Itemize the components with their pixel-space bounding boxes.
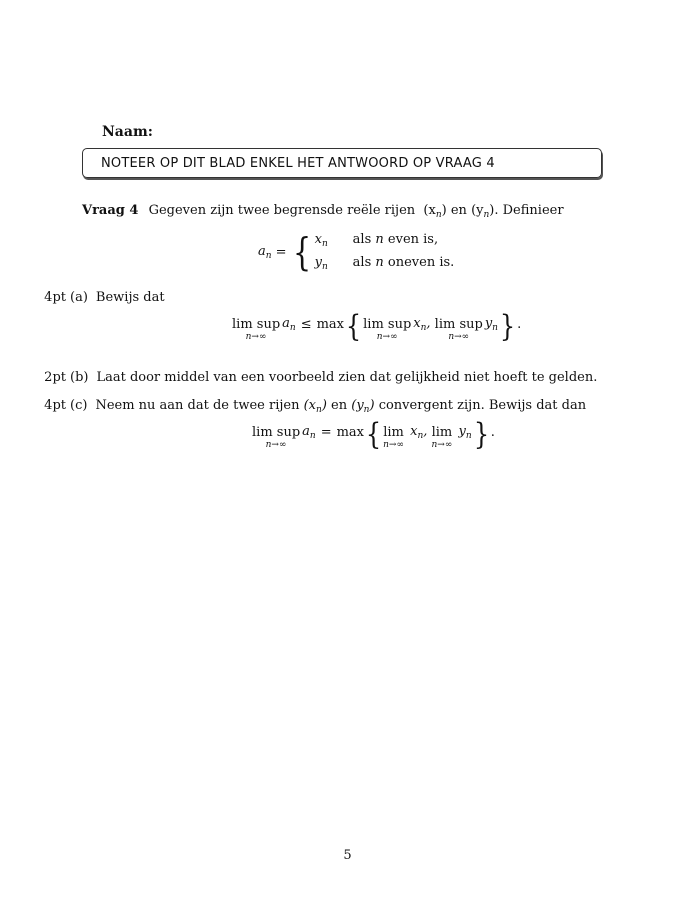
- part-a-label: (a): [70, 290, 88, 305]
- lim-term-x: $x_n$,: [405, 423, 432, 441]
- page-number: 5: [343, 848, 352, 863]
- term-c: $a_n$: [302, 423, 316, 441]
- term-y: $y_n$: [484, 315, 498, 333]
- case1-condition: als n even is,: [352, 232, 439, 247]
- definition-equation: [258, 232, 454, 272]
- limsup-y: lim sup n→∞: [434, 317, 483, 342]
- equation-a: [232, 309, 522, 344]
- part-c-seq-x: $(x_n)$: [303, 398, 327, 415]
- instruction-box: [82, 148, 602, 178]
- part-a-points: 4pt: [44, 290, 66, 305]
- def-lhs: $a_n$: [258, 243, 272, 261]
- part-c: [36, 398, 586, 415]
- max-c: max: [336, 424, 365, 440]
- part-c-text-a: Neem nu aan dat de twee rijen: [95, 398, 300, 413]
- part-c-label: (c): [70, 398, 88, 413]
- part-a: [36, 290, 165, 305]
- left-brace-a: {: [345, 309, 362, 344]
- def-equals: =: [275, 244, 287, 260]
- case1-term: $x_n$: [314, 232, 328, 249]
- seq-x: $(x_n)$: [423, 203, 447, 220]
- part-c-and: en: [331, 398, 348, 413]
- name-label: Naam:: [102, 124, 153, 140]
- case2-term: $y_n$: [314, 255, 328, 272]
- part-b-text: Laat door middel van een voorbeeld zien dat gelijkheid niet hoeft te gelden.: [96, 370, 598, 385]
- question-intro: [82, 203, 564, 220]
- max-a: max: [316, 316, 345, 332]
- limsup-x: lim sup n→∞: [363, 317, 412, 342]
- case2-condition: als n oneven is.: [352, 255, 455, 270]
- part-c-seq-y: $(y_n)$: [351, 398, 375, 415]
- question-label: Vraag 4: [82, 203, 139, 218]
- seq-y: $(y_n)$: [471, 203, 495, 220]
- left-brace-c: {: [365, 417, 382, 452]
- intro-end: . Definieer: [494, 203, 564, 218]
- right-brace-a: }: [499, 309, 516, 344]
- cases-brace: {: [293, 230, 312, 274]
- eq-sign-c: =: [320, 424, 332, 440]
- limsup-a: lim sup n→∞: [232, 317, 281, 342]
- part-a-text: Bewijs dat: [95, 290, 165, 305]
- intro-text: Gegeven zijn twee begrensde reële rijen: [148, 203, 416, 218]
- lim-x: lim n→∞: [383, 425, 404, 450]
- and-text: en: [450, 203, 467, 218]
- lim-y: lim n→∞: [431, 425, 453, 450]
- equation-c: [252, 417, 495, 452]
- period-a: .: [517, 316, 522, 332]
- part-b-points: 2pt: [44, 370, 66, 385]
- right-brace-c: }: [473, 417, 489, 452]
- part-c-text-b: convergent zijn. Bewijs dat dan: [378, 398, 587, 413]
- instruction-text: NOTEER OP DIT BLAD ENKEL HET ANTWOORD OP VRAAG 4: [101, 155, 495, 171]
- term-a: $a_n$: [282, 315, 296, 333]
- cases: [315, 232, 455, 272]
- part-b-label: (b): [70, 370, 89, 385]
- part-b: [36, 370, 597, 385]
- term-x: $x_n$,: [413, 315, 435, 333]
- part-c-points: 4pt: [44, 398, 66, 413]
- period-c: .: [490, 424, 495, 440]
- limsup-c: lim sup n→∞: [252, 425, 301, 450]
- lim-term-y: $y_n$: [454, 423, 472, 441]
- leq-sign: ≤: [300, 316, 312, 332]
